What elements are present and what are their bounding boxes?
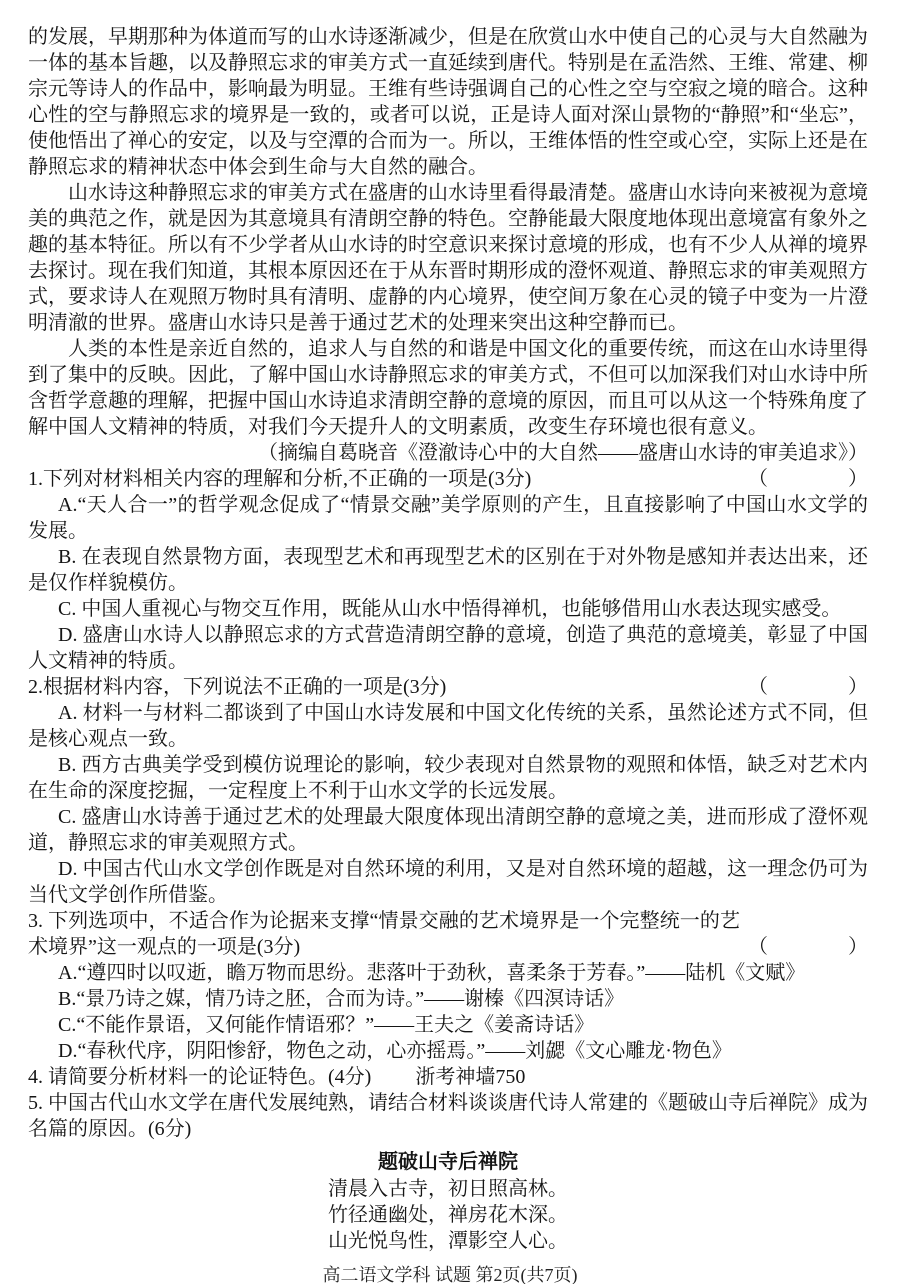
question-stem-row (28, 466, 868, 492)
answer-bracket: （ ） (748, 676, 868, 698)
option-d: D. 中国古代山水文学创作既是对自然环境的利用，又是对自然环境的超越，这一理念仍可为当代文学创作所借鉴。 (28, 858, 868, 906)
question-3 (28, 908, 868, 1064)
body-paragraph: 的发展，早期那种为体道而写的山水诗逐渐减少，但是在欣赏山水中使自己的心灵与大自然融为一体的基本旨趣，以及静照忘求的审美方式一直延续到唐代。特别是在孟浩然、王维、常建、柳宗元等诗人的作品中，影响最为明显。王维有些诗强调自己的心性之空与空寂之境的暗合。这种心性的空与静照忘求的境界是一致的，或者可以说，正是诗人面对深山景物的“静照”和“坐忘”，使他悟出了禅心的安定，以及与空潭的合而为一。所以，王维体悟的性空或心空，实际上还是在静照忘求的精神状态中体会到生命与大自然的融合。 (28, 26, 868, 178)
option-c: C. 中国人重视心与物交互作用，既能从山水中悟得禅机，也能够借用山水表达现实感受。 (58, 598, 842, 620)
question-stem-row (28, 908, 868, 960)
option-a: A.“天人合一”的哲学观念促成了“情景交融”美学原则的产生，且直接影响了中国山水文学的发展。 (28, 494, 868, 542)
option-b: B. 在表现自然景物方面，表现型艺术和再现型艺术的区别在于对外物是感知并表达出来，还是仅作样貌模仿。 (28, 546, 868, 594)
option-c: C.“不能作景语，又何能作情语邪？”——王夫之《姜斋诗话》 (58, 1014, 595, 1036)
option-a: A. 材料一与材料二都谈到了中国山水诗发展和中国文化传统的关系，虽然论述方式不同，但是核心观点一致。 (28, 702, 868, 750)
question-stem: 1.下列对材料相关内容的理解和分析,不正确的一项是(3分) (28, 468, 532, 490)
poem-line: 山光悦鸟性，潭影空人心。 (328, 1230, 568, 1252)
option-d: D. 盛唐山水诗人以静照忘求的方式营造清朗空静的意境，创造了典范的意境美，彰显了中国人文精神的特质。 (28, 624, 868, 672)
option-b: B. 西方古典美学受到模仿说理论的影响，较少表现对自然景物的观照和体悟，缺乏对艺术内在生命的深度挖掘，一定程度上不利于山水文学的长远发展。 (28, 754, 868, 802)
poem (28, 1149, 868, 1254)
body-paragraph: 人类的本性是亲近自然的，追求人与自然的和谐是中国文化的重要传统，而这在山水诗里得到了集中的反映。因此，了解中国山水诗静照忘求的审美方式，不但可以加深我们对山水诗中所含哲学意趣的理解，把握中国山水诗追求清朗空静的意境的原因，而且可以从这一个特殊角度了解中国人文精神的特质，对我们今天提升人的文明素质，改变生存环境也很有意义。 (28, 338, 868, 438)
question-stem: 3. 下列选项中，不适合作为论据来支撑“情景交融的艺术境界是一个完整统一的艺术境界”这一观点的一项是(3分) (28, 910, 740, 958)
question-stem-row (28, 674, 868, 700)
question-stem-row (28, 1064, 868, 1090)
question-5 (28, 1090, 868, 1142)
question-4 (28, 1064, 868, 1090)
page-footer: 高二语文学科 试题 第2页(共7页) (322, 1265, 578, 1284)
option-a: A.“遵四时以叹逝，瞻万物而思纷。悲落叶于劲秋，喜柔条于芳春。”——陆机《文赋》 (58, 962, 806, 984)
body-paragraph: 山水诗这种静照忘求的审美方式在盛唐的山水诗里看得最清楚。盛唐山水诗向来被视为意境美的典范之作，就是因为其意境具有清朗空静的特色。空静能最大限度地体现出意境富有象外之趣的基本特征。所以有不少学者从山水诗的时空意识来探讨意境的形成，也有不少人从禅的境界去探讨。现在我们知道，其根本原因还在于从东晋时期形成的澄怀观道、静照忘求的审美观照方式，要求诗人在观照万物时具有清明、虚静的内心境界，使空间万象在心灵的镜子中变为一片澄明清澈的世界。盛唐山水诗只是善于通过艺术的处理来突出这种空静而已。 (28, 182, 868, 334)
option-c: C. 盛唐山水诗善于通过艺术的处理最大限度体现出清朗空静的意境之美，进而形成了澄怀观道，静照忘求的审美观照方式。 (28, 806, 868, 854)
watermark-text: 浙考神墙750 (415, 1066, 526, 1088)
option-d: D.“春秋代序，阴阳惨舒，物色之动，心亦摇焉。”——刘勰《文心雕龙·物色》 (58, 1040, 732, 1062)
source-attribution: （摘编自葛晓音《澄澈诗心中的大自然——盛唐山水诗的审美追求》） (258, 442, 868, 464)
poem-line: 清晨入古寺，初日照高林。 (328, 1178, 568, 1200)
answer-bracket: （ ） (748, 936, 868, 958)
question-stem: 2.根据材料内容，下列说法不正确的一项是(3分) (28, 676, 447, 698)
poem-line: 竹径通幽处，禅房花木深。 (328, 1204, 568, 1226)
question-2 (28, 674, 868, 908)
question-1 (28, 466, 868, 674)
answer-bracket: （ ） (748, 468, 868, 490)
question-stem: 4. 请简要分析材料一的论证特色。(4分) (28, 1066, 372, 1088)
question-stem: 5. 中国古代山水文学在唐代发展纯熟，请结合材料谈谈唐代诗人常建的《题破山寺后禅院》成为名篇的原因。(6分) (28, 1092, 868, 1140)
option-b: B.“景乃诗之媒，情乃诗之胚，合而为诗。”——谢榛《四溟诗话》 (58, 988, 625, 1010)
poem-title: 题破山寺后禅院 (378, 1151, 518, 1173)
